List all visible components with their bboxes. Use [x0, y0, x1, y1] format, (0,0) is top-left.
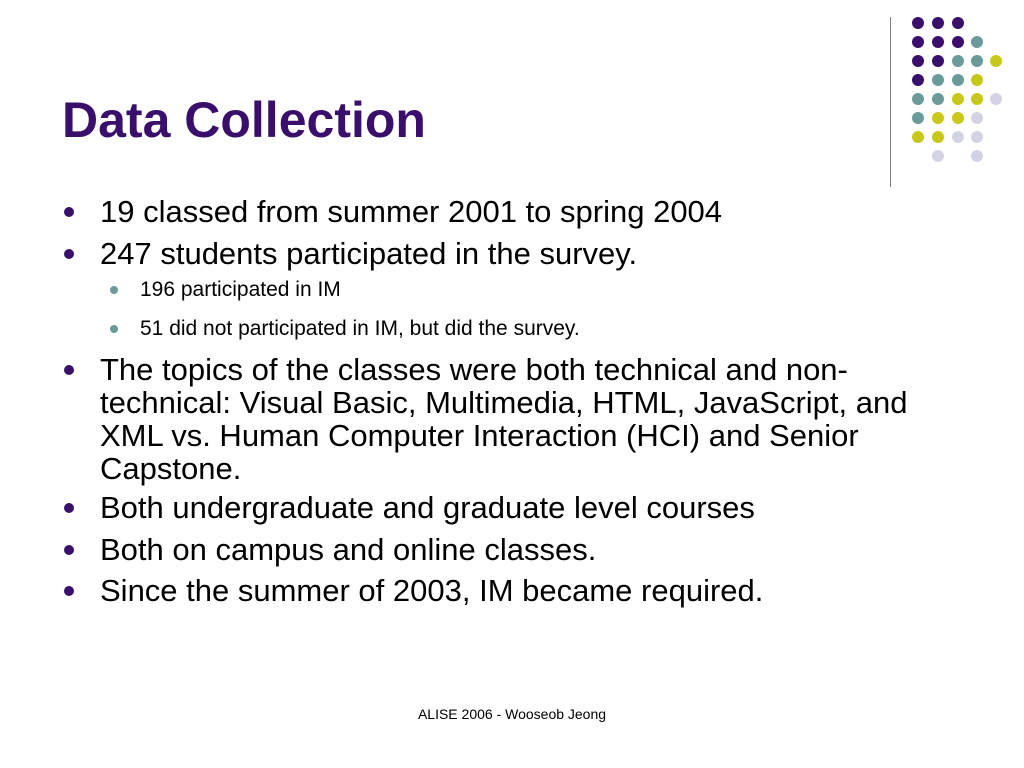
bullet-item: [100, 574, 930, 607]
bullet-item: [100, 491, 930, 524]
bullet-dot-icon: [64, 586, 74, 596]
slide-footer: ALISE 2006 - Wooseob Jeong: [417, 706, 607, 722]
bullet-text: Both undergraduate and graduate level courses: [100, 490, 755, 525]
bullet-text: 247 students participated in the survey.: [100, 236, 638, 271]
bullet-dot-icon: [64, 545, 74, 555]
bullet-item: [100, 533, 930, 566]
sub-bullet-item: [140, 278, 900, 302]
sub-bullet-dot-icon: [110, 286, 118, 294]
bullet-text: Both on campus and online classes.: [100, 532, 597, 567]
bullet-item: [100, 353, 930, 485]
sub-bullet-dot-icon: [110, 325, 118, 333]
bullet-text: The topics of the classes were both technical and non-technical: Visual Basic, Multimedia, HTML, JavaScript, and XML vs. Human Computer Interaction (HCI) and Senior Capstone.: [100, 352, 908, 486]
bullet-dot-icon: [64, 207, 74, 217]
bullet-item: [100, 195, 930, 228]
bullet-dot-icon: [64, 503, 74, 513]
slide-title: Data Collection: [62, 92, 426, 148]
bullet-text: 19 classed from summer 2001 to spring 2004: [100, 194, 723, 229]
sub-bullet-item: [140, 317, 900, 341]
bullet-text: Since the summer of 2003, IM became required.: [100, 573, 764, 608]
bullet-item: [100, 237, 930, 270]
bullet-dot-icon: [64, 365, 74, 375]
sub-bullet-text: 196 participated in IM: [140, 278, 341, 301]
sub-bullet-text: 51 did not participated in IM, but did the survey.: [140, 317, 580, 340]
bullet-dot-icon: [64, 249, 74, 259]
